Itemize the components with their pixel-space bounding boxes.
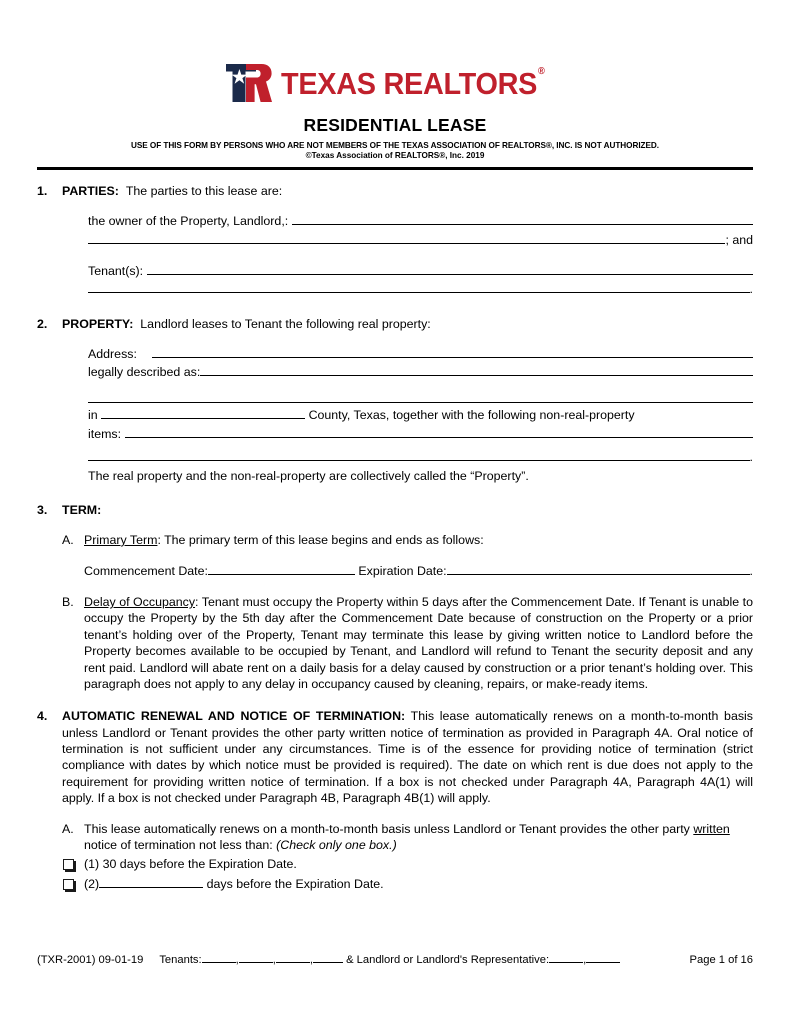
- subsection-primary-term: [62, 532, 753, 579]
- section-1-heading: PARTIES:: [62, 184, 119, 199]
- checkbox-icon-option-2[interactable]: [62, 876, 84, 892]
- landlord-name-input-2[interactable]: [88, 232, 725, 244]
- subsection-3a-text: : The primary term of this lease begins and ends as follows:: [157, 532, 484, 547]
- document-header: [0, 0, 790, 160]
- landlord-initial-2[interactable]: [586, 952, 620, 963]
- subsection-4a: [62, 821, 753, 854]
- tenant-name-input[interactable]: [147, 262, 753, 274]
- renewal-option-2-row[interactable]: [62, 876, 753, 893]
- county-suffix-text: County, Texas, together with the following non-real-property: [308, 408, 635, 423]
- tenant-initial-3[interactable]: [276, 952, 310, 963]
- tenant-initial-1[interactable]: [202, 952, 236, 963]
- legal-description-label: legally described as:: [88, 365, 201, 380]
- footer-comma-2: ,: [272, 954, 276, 966]
- subsection-4a-body: [84, 821, 753, 854]
- tenant-name-input-2[interactable]: [88, 281, 750, 293]
- subsection-3a-title: Primary Term: [84, 532, 158, 547]
- address-input[interactable]: [152, 345, 753, 357]
- section-3-heading: TERM:: [62, 502, 102, 517]
- renewal-days-input[interactable]: [99, 876, 203, 888]
- renewal-option-2-prefix: (2): [84, 877, 100, 892]
- section-4-paragraph: [62, 708, 753, 806]
- legal-description-input-2[interactable]: [88, 388, 753, 403]
- footer-tenants-label: Tenants:: [159, 954, 202, 966]
- section-property: [37, 316, 753, 485]
- commencement-date-label: Commencement Date:: [84, 563, 208, 578]
- subsection-4a-written-emphasis: written: [693, 821, 730, 836]
- document-body: [0, 183, 790, 892]
- copyright-notice: ©Texas Association of REALTORS®, Inc. 2019: [305, 150, 485, 160]
- checkbox-icon-option-1[interactable]: [62, 856, 84, 872]
- footer-comma-1: ,: [235, 954, 239, 966]
- expiration-date-input[interactable]: [447, 562, 750, 574]
- footer-comma-3: ,: [309, 954, 313, 966]
- brand-wordmark-registered: ®: [538, 66, 545, 78]
- section-2-heading-line: [62, 316, 753, 332]
- commencement-date-input[interactable]: [208, 562, 355, 574]
- section-3-number: 3.: [37, 502, 48, 517]
- items-input[interactable]: [125, 426, 754, 438]
- form-identifier: (TXR-2001) 09-01-19: [37, 954, 144, 966]
- section-2-heading: PROPERTY:: [62, 316, 134, 331]
- landlord-field-group: [88, 213, 753, 249]
- items-label: items:: [88, 426, 122, 441]
- items-row-2: [88, 448, 753, 465]
- tenant-name-row-2: [88, 281, 753, 298]
- tenant-field-group: [88, 262, 753, 298]
- page-number: Page 1 of 16: [689, 954, 753, 966]
- tenant-initial-2[interactable]: [239, 952, 273, 963]
- county-row: [88, 407, 753, 424]
- subsection-4a-text-part1: This lease automatically renews on a month-to-month basis unless Landlord or Tenant provides the other party: [84, 821, 694, 836]
- tenant-name-row: [88, 262, 753, 279]
- tenant-initial-4[interactable]: [313, 952, 343, 963]
- section-term: [37, 502, 753, 693]
- subsection-3a-letter: A.: [62, 532, 74, 547]
- address-label: Address:: [88, 346, 137, 361]
- subsection-3b-letter: B.: [62, 595, 74, 610]
- footer-landlord-label: & Landlord or Landlord's Representative:: [346, 954, 550, 966]
- collective-property-text: The real property and the non-real-property are collectively called the “Property”.: [88, 469, 529, 484]
- landlord-label: the owner of the Property, Landlord,:: [88, 214, 289, 229]
- subsection-4a-text-part2: notice of termination not less than:: [84, 837, 277, 852]
- subsection-4a-letter: A.: [62, 821, 74, 836]
- section-automatic-renewal: [37, 708, 753, 892]
- expiration-date-label: Expiration Date:: [358, 563, 447, 578]
- subsection-3b-title: Delay of Occupancy: [84, 595, 196, 610]
- subsection-3b-paragraph: [84, 594, 753, 692]
- subsection-3b-text: : Tenant must occupy the Property within 5 days after the Commencement Date. If Tenant is unable to occupy the Property by the 5th day after the Commencement Date because of construction on the Property or a prior tenant’s holding over of the Property, Tenant may terminate this lease by giving written notice to Landlord before the Property becomes available to be occupied by Tenant, and Landlord will refund to Tenant the security deposit and any rent paid. Landlord will abate rent on a daily basis for a delay caused by construction or a prior tenant’s holding over. This paragraph does not apply to any delay in occupancy caused by cleaning, repairs, or make-ready items.: [84, 595, 753, 691]
- brand-logo-row: [0, 62, 790, 104]
- section-2-intro: Landlord leases to Tenant the following real property:: [140, 316, 431, 331]
- property-field-group: [88, 345, 753, 484]
- county-prefix-label: in: [88, 408, 98, 423]
- landlord-name-row: [88, 213, 753, 230]
- footer-comma-4: ,: [583, 954, 587, 966]
- landlord-name-input[interactable]: [292, 213, 753, 225]
- renewal-option-2-line: [84, 876, 384, 893]
- term-dates-row: [84, 562, 753, 579]
- county-input[interactable]: [101, 407, 305, 419]
- section-1-number: 1.: [37, 184, 48, 199]
- texas-realtors-logo-icon: [226, 64, 272, 102]
- header-divider: [37, 167, 753, 170]
- legal-description-input[interactable]: [200, 364, 753, 376]
- tenant-label: Tenant(s):: [88, 263, 144, 278]
- subsection-4a-instruction: (Check only one box.): [276, 837, 397, 852]
- items-input-2[interactable]: [88, 448, 750, 460]
- landlord-and-suffix: ; and: [725, 232, 753, 247]
- renewal-option-1-row[interactable]: [62, 856, 753, 872]
- section-4-heading: AUTOMATIC RENEWAL AND NOTICE OF TERMINATION:: [62, 709, 406, 724]
- section-1-intro: The parties to this lease are:: [125, 184, 283, 199]
- section-1-heading-line: [62, 183, 753, 199]
- page-footer: [37, 952, 753, 966]
- items-row: [88, 426, 753, 443]
- subsection-delay-of-occupancy: [62, 594, 753, 692]
- page-title: RESIDENTIAL LEASE: [303, 115, 487, 135]
- landlord-initial-1[interactable]: [549, 952, 583, 963]
- section-4-text: This lease automatically renews on a month-to-month basis unless Landlord or Tenant provides the other party written notice of termination as provided in Paragraph 4A. Oral notice of termination is not sufficient under any circumstances. Time is of the essence for providing notice of termination (strict compliance with dates by which notice must be provided is required). The date on which rent is due does not apply to the requirement for providing written notice of termination. If a box is not checked under Paragraph 4A, Paragraph 4A(1) will apply. If a box is not checked under Paragraph 4B, Paragraph 4B(1) will apply.: [62, 709, 753, 806]
- legal-description-row: [88, 364, 753, 381]
- subsection-3a-line: [84, 532, 753, 548]
- section-2-number: 2.: [37, 316, 48, 331]
- brand-wordmark: [281, 65, 545, 101]
- items-period-suffix: .: [749, 449, 753, 464]
- renewal-option-1-label: (1) 30 days before the Expiration Date.: [84, 857, 297, 872]
- section-4-number: 4.: [37, 709, 48, 724]
- term-dates-period: .: [749, 563, 753, 578]
- authorization-notice: USE OF THIS FORM BY PERSONS WHO ARE NOT MEMBERS OF THE TEXAS ASSOCIATION OF REALTORS®, INC. IS NOT AUTHORIZED.: [130, 140, 660, 150]
- renewal-option-2-suffix: days before the Expiration Date.: [206, 877, 384, 892]
- section-parties: [37, 183, 753, 298]
- tenant-period-suffix: .: [749, 282, 753, 297]
- landlord-name-row-2: [88, 232, 753, 249]
- address-row: [88, 345, 753, 362]
- brand-wordmark-text: TEXAS REALTORS: [281, 65, 538, 101]
